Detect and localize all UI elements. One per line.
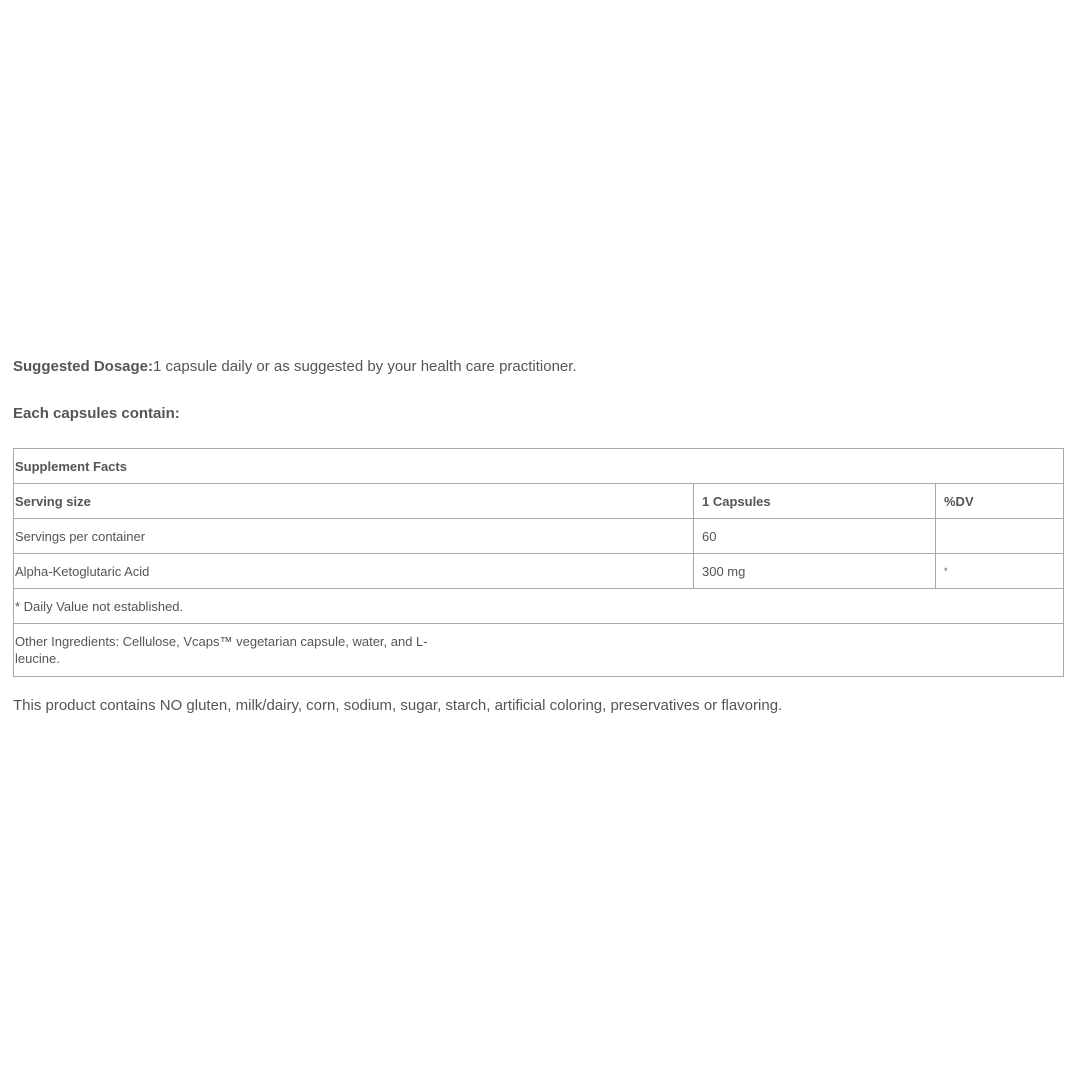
row-amount: 60 — [694, 519, 936, 554]
serving-size-label: Serving size — [14, 484, 694, 519]
dv-header: %DV — [936, 484, 1064, 519]
table-title: Supplement Facts — [14, 449, 1064, 484]
each-capsule-heading: Each capsules contain: — [13, 405, 180, 422]
row-label: Alpha-Ketoglutaric Acid — [14, 554, 694, 589]
daily-value-footnote: * Daily Value not established. — [14, 589, 1064, 624]
serving-size-amount: 1 Capsules — [694, 484, 936, 519]
row-dv: * — [936, 554, 1064, 589]
table-row — [14, 519, 1064, 554]
suggested-dosage-text: 1 capsule daily or as suggested by your health care practitioner. — [153, 358, 577, 375]
table-row — [14, 554, 1064, 589]
row-dv — [936, 519, 1064, 554]
other-ingredients-cell — [14, 624, 1064, 677]
other-ingredients-row — [14, 624, 1064, 677]
suggested-dosage-label: Suggested Dosage: — [13, 358, 154, 375]
product-details — [13, 356, 1063, 717]
other-ingredients: Other Ingredients: Cellulose, Vcaps™ vegetarian capsule, water, and L-leucine. — [15, 634, 428, 666]
allergen-notice: This product contains NO gluten, milk/dairy, corn, sodium, sugar, starch, artificial coloring, preservatives or flavoring. — [13, 697, 783, 714]
supplement-facts-table — [13, 448, 1064, 677]
table-title-row — [14, 449, 1064, 484]
suggested-dosage — [13, 356, 1063, 378]
row-label: Servings per container — [14, 519, 694, 554]
footnote-row — [14, 589, 1064, 624]
row-amount: 300 mg — [694, 554, 936, 589]
table-header-row — [14, 484, 1064, 519]
